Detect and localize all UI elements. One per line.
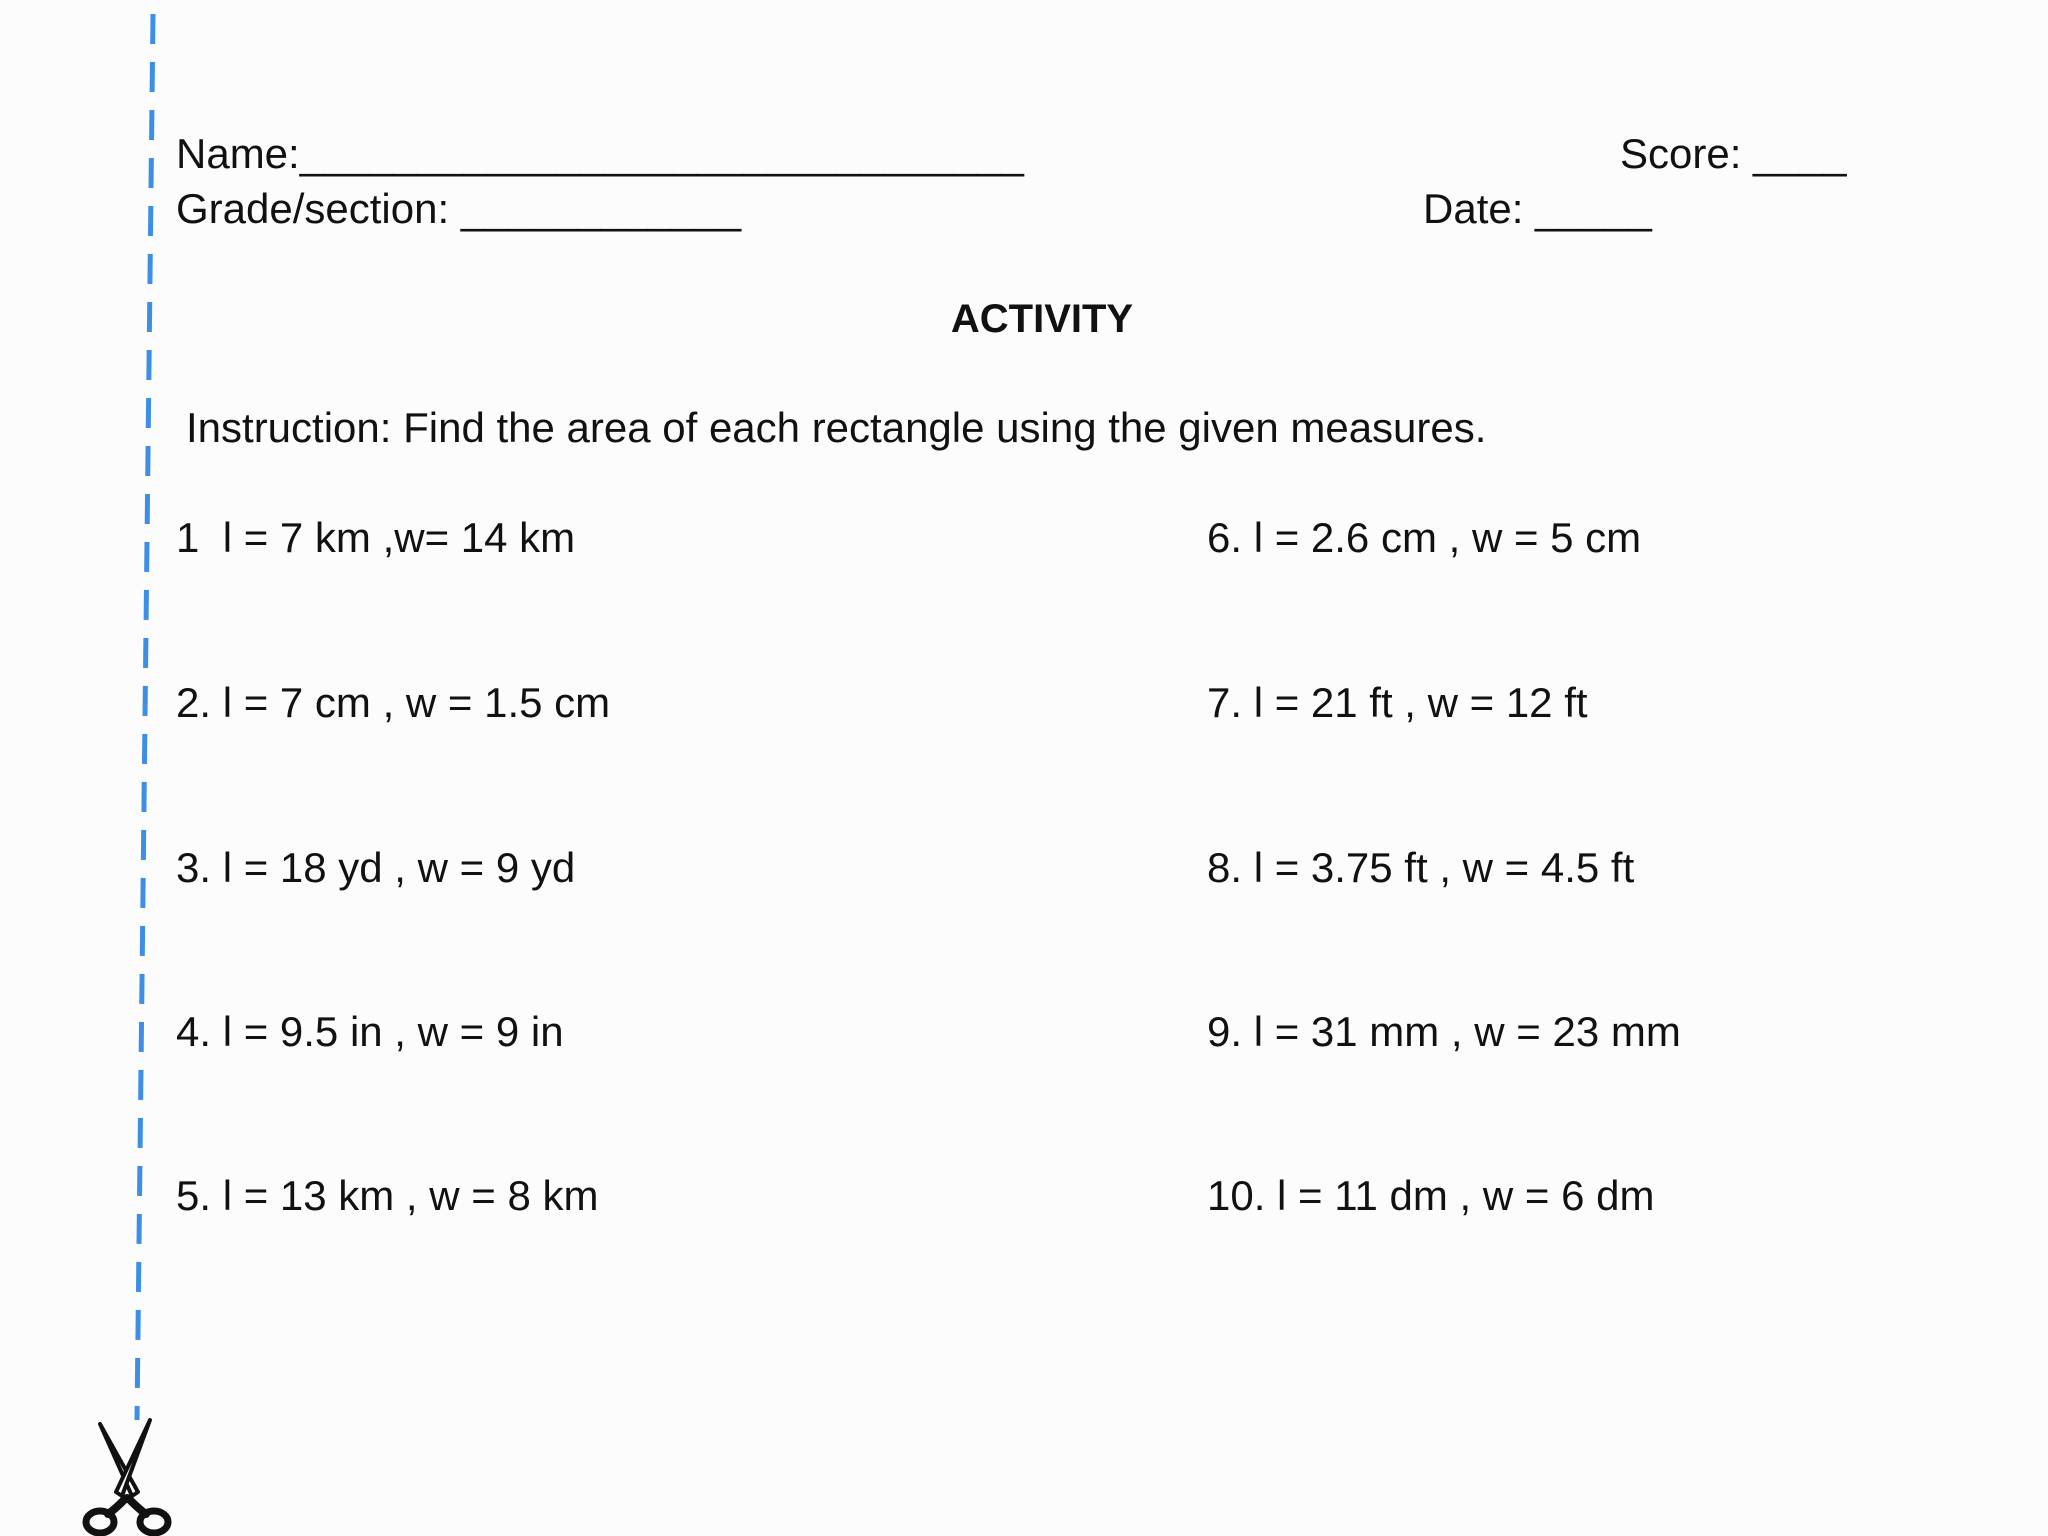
problem-item: 3. l = 18 yd , w = 9 yd [176, 844, 576, 891]
problem-item: 5. l = 13 km , w = 8 km [176, 1172, 599, 1219]
problem-item: 2. l = 7 cm , w = 1.5 cm [176, 679, 611, 726]
scissors-icon [80, 1418, 176, 1536]
grade-section-field-label: Grade/section: ____________ [176, 185, 742, 232]
problem-item: 10. l = 11 dm , w = 6 dm [1207, 1172, 1655, 1219]
date-field-label: Date: _____ [1423, 185, 1652, 232]
problem-item: 4. l = 9.5 in , w = 9 in [176, 1008, 564, 1055]
problem-item: 6. l = 2.6 cm , w = 5 cm [1207, 514, 1642, 561]
problem-item: 9. l = 31 mm , w = 23 mm [1207, 1008, 1681, 1055]
problem-item: 8. l = 3.75 ft , w = 4.5 ft [1207, 844, 1635, 891]
name-field-label: Name:_______________________________ [176, 130, 1024, 177]
instruction-text: Instruction: Find the area of each rectangle using the given measures. [186, 404, 1487, 451]
problem-item: 1 l = 7 km ,w= 14 km [176, 514, 576, 561]
problem-item: 7. l = 21 ft , w = 12 ft [1207, 679, 1588, 726]
score-field-label: Score: ____ [1620, 130, 1847, 177]
page-title: ACTIVITY [950, 297, 1134, 341]
